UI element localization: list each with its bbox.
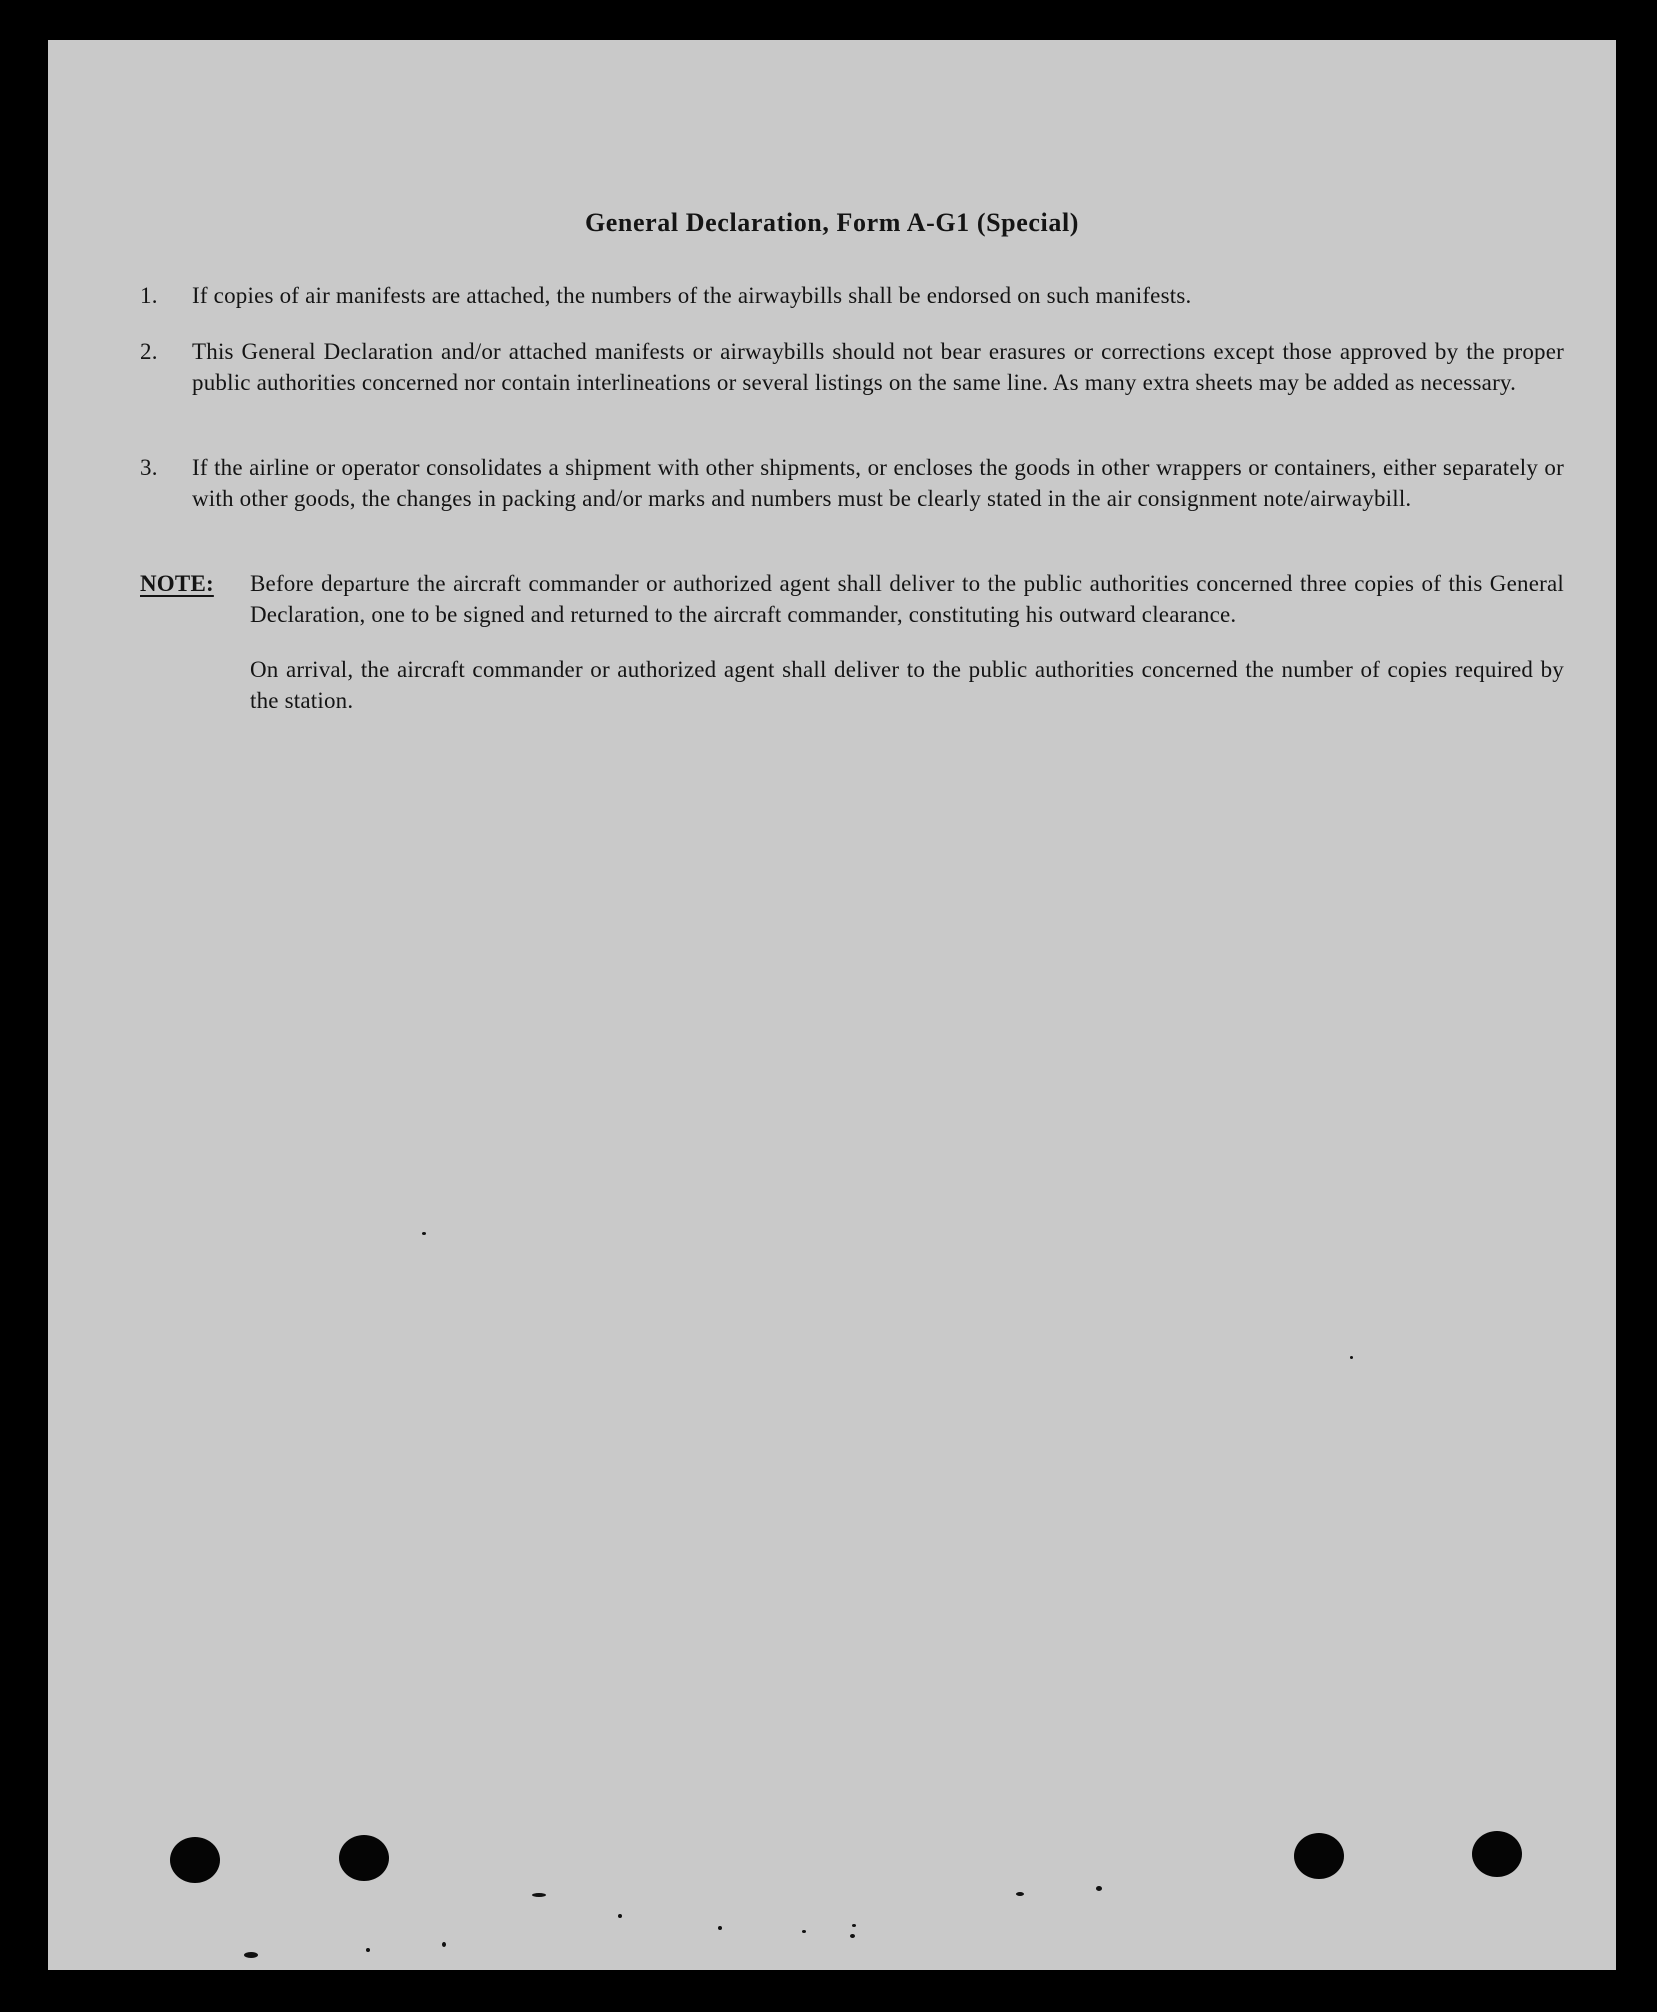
item-text: If the airline or operator consolidates a shipment with other shipments, or encloses the goods in other wrappers or containers, either separately or with other goods, the changes in packing and/or marks and numbers must be clearly stated in the air consignment note/airwaybill. [192,455,1564,511]
speck [422,1232,426,1235]
speck [852,1924,856,1927]
speck [532,1893,546,1897]
speck [718,1926,722,1930]
punch-hole [170,1837,220,1883]
item-number: 3. [140,455,158,480]
speck [244,1952,258,1958]
speck [366,1948,370,1952]
item-number: 1. [140,283,158,308]
note-section [140,568,1564,716]
item-number: 2. [140,339,158,364]
note-label: NOTE: [140,571,214,596]
item-text: If copies of air manifests are attached, the numbers of the airwaybills shall be endorsed on such manifests. [192,283,1192,308]
list-item-3 [140,452,1564,514]
speck [442,1942,446,1947]
list-item-2 [140,336,1564,398]
document-title: General Declaration, Form A-G1 (Special) [584,208,1080,237]
note-paragraph-1: Before departure the aircraft commander or authorized agent shall deliver to the public authorities concerned three copies of this General Declaration, one to be signed and returned to the aircraft commander, constituting his outward clearance. [250,571,1564,627]
punch-hole [1294,1833,1344,1879]
speck [1096,1886,1102,1891]
speck [1016,1892,1024,1896]
speck [802,1930,806,1933]
note-paragraph-2: On arrival, the aircraft commander or authorized agent shall deliver to the public authorities concerned the number of copies required by the station. [250,657,1564,713]
list-item-1 [140,280,1564,311]
item-text: This General Declaration and/or attached manifests or airwaybills should not bear erasures or corrections except those approved by the proper public authorities concerned nor contain interlineations or several listings on the same line. As many extra sheets may be added as necessary. [192,339,1564,395]
document-page [48,40,1616,1970]
speck [850,1934,855,1938]
punch-hole [1472,1831,1522,1877]
punch-hole [339,1835,389,1881]
speck [618,1914,622,1918]
speck [1350,1356,1353,1359]
